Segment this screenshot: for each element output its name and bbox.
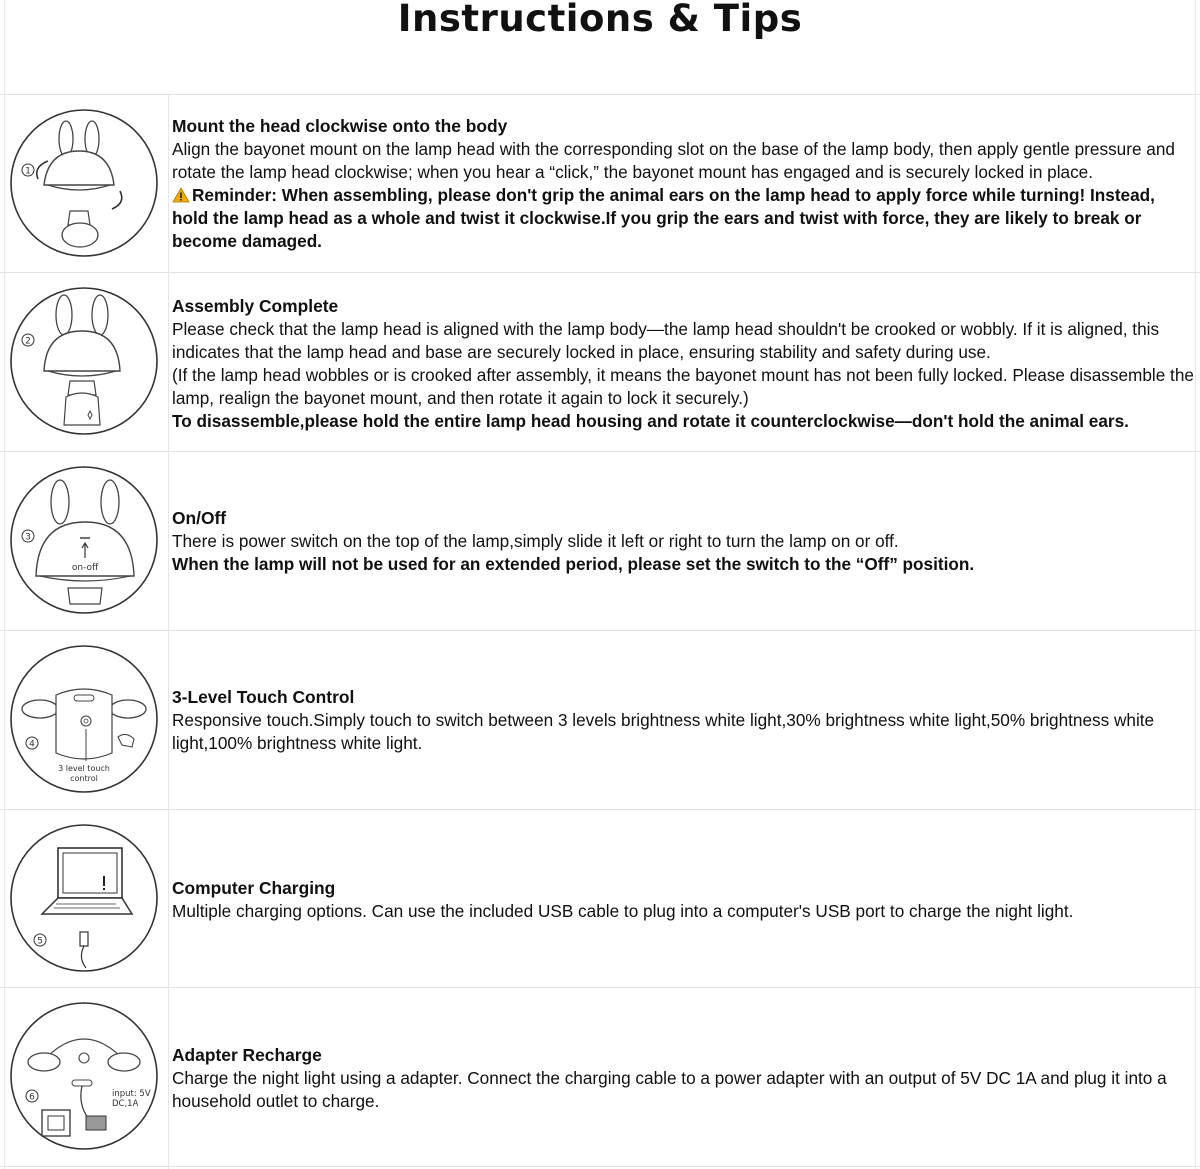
step-body: Charge the night light using a adapter. Connect the charging cable to a power adapter with an output of 5V DC 1A and plug it into a household outlet to charge. — [172, 1068, 1167, 1111]
step-2-text — [172, 295, 1194, 433]
step-1-illustration — [0, 95, 168, 272]
icon-caption: on-off — [71, 563, 99, 573]
step-row-1 — [0, 95, 1200, 272]
svg-text:3 level touch: 3 level touch — [58, 764, 110, 773]
laptop-charging-icon — [8, 822, 160, 974]
step-heading: Computer Charging — [172, 878, 336, 898]
step-row-2 — [0, 273, 1200, 451]
svg-text:control: control — [70, 774, 98, 783]
step-3-text — [172, 507, 1194, 576]
step-note: (If the lamp head wobbles or is crooked after assembly, it means the bayonet mount has not been fully locked. Please disassemble the lamp, realign the bayonet mount, and then rotate it again to lock it securely.) — [172, 365, 1194, 408]
step-4-illustration — [0, 631, 168, 809]
bunny-lamp-switch-icon — [8, 464, 160, 616]
warning-icon — [172, 187, 190, 203]
step-1-text — [172, 115, 1194, 253]
adapter-charging-icon — [8, 1000, 160, 1152]
step-heading: On/Off — [172, 508, 227, 528]
step-heading: Assembly Complete — [172, 296, 339, 316]
svg-text:5: 5 — [37, 936, 43, 947]
step-heading: Adapter Recharge — [172, 1045, 322, 1065]
bunny-lamp-mount-icon — [8, 107, 160, 259]
step-body: Please check that the lamp head is aligned with the lamp body—the lamp head shouldn't be crooked or wobbly. If it is aligned, this indicates that the lamp head and base are securely locked in place, ensuring stability and safety during use. — [172, 319, 1160, 362]
step-body: Responsive touch.Simply touch to switch between 3 levels brightness white light,30% brightness white light,50% brightness white light,100% brightness white light. — [172, 710, 1155, 753]
step-bold-note: To disassemble,please hold the entire lamp head housing and rotate it counterclockwise—don't hold the animal ears. — [172, 411, 1129, 431]
svg-text:1: 1 — [25, 166, 31, 177]
step-5-illustration — [0, 810, 168, 987]
step-bold-note: When the lamp will not be used for an extended period, please set the switch to the “Off” position. — [172, 554, 975, 574]
step-row-6 — [0, 988, 1200, 1166]
touch-control-icon — [8, 643, 160, 795]
step-body: Align the bayonet mount on the lamp head with the corresponding slot on the base of the lamp body, then apply gentle pressure and rotate the lamp head clockwise; when you hear a “click,” the bayonet mount has engaged and is securely locked in place. — [172, 139, 1175, 182]
step-body: Multiple charging options. Can use the included USB cable to plug into a computer's USB port to charge the night light. — [172, 901, 1074, 921]
page-title: Instructions & Tips — [397, 0, 803, 40]
step-3-illustration — [0, 452, 168, 630]
svg-text:6: 6 — [29, 1092, 35, 1103]
step-heading: Mount the head clockwise onto the body — [172, 116, 508, 136]
step-4-text — [172, 686, 1194, 755]
step-2-illustration — [0, 273, 168, 451]
bunny-lamp-assembled-icon — [8, 285, 160, 437]
step-row-3 — [0, 452, 1200, 630]
step-heading: 3-Level Touch Control — [172, 687, 355, 707]
step-6-illustration — [0, 988, 168, 1166]
svg-text:input: 5V: input: 5V — [112, 1089, 151, 1099]
svg-text:DC,1A: DC,1A — [112, 1099, 139, 1109]
row-divider — [0, 1166, 1200, 1167]
svg-text:2: 2 — [25, 336, 31, 347]
svg-text:4: 4 — [29, 739, 35, 750]
svg-text:3: 3 — [25, 532, 31, 543]
step-reminder: Reminder: When assembling, please don't grip the animal ears on the lamp head to apply force while turning! Instead, hold the lamp head as a whole and twist it clockwise.If you grip the ears and twist with force, they are likely to break or become damaged. — [172, 185, 1155, 251]
step-6-text — [172, 1044, 1194, 1113]
step-5-text — [172, 877, 1194, 923]
step-body: There is power switch on the top of the lamp,simply slide it left or right to turn the lamp on or off. — [172, 531, 899, 551]
step-row-5 — [0, 810, 1200, 987]
reminder-text — [172, 184, 1194, 253]
step-row-4 — [0, 631, 1200, 809]
